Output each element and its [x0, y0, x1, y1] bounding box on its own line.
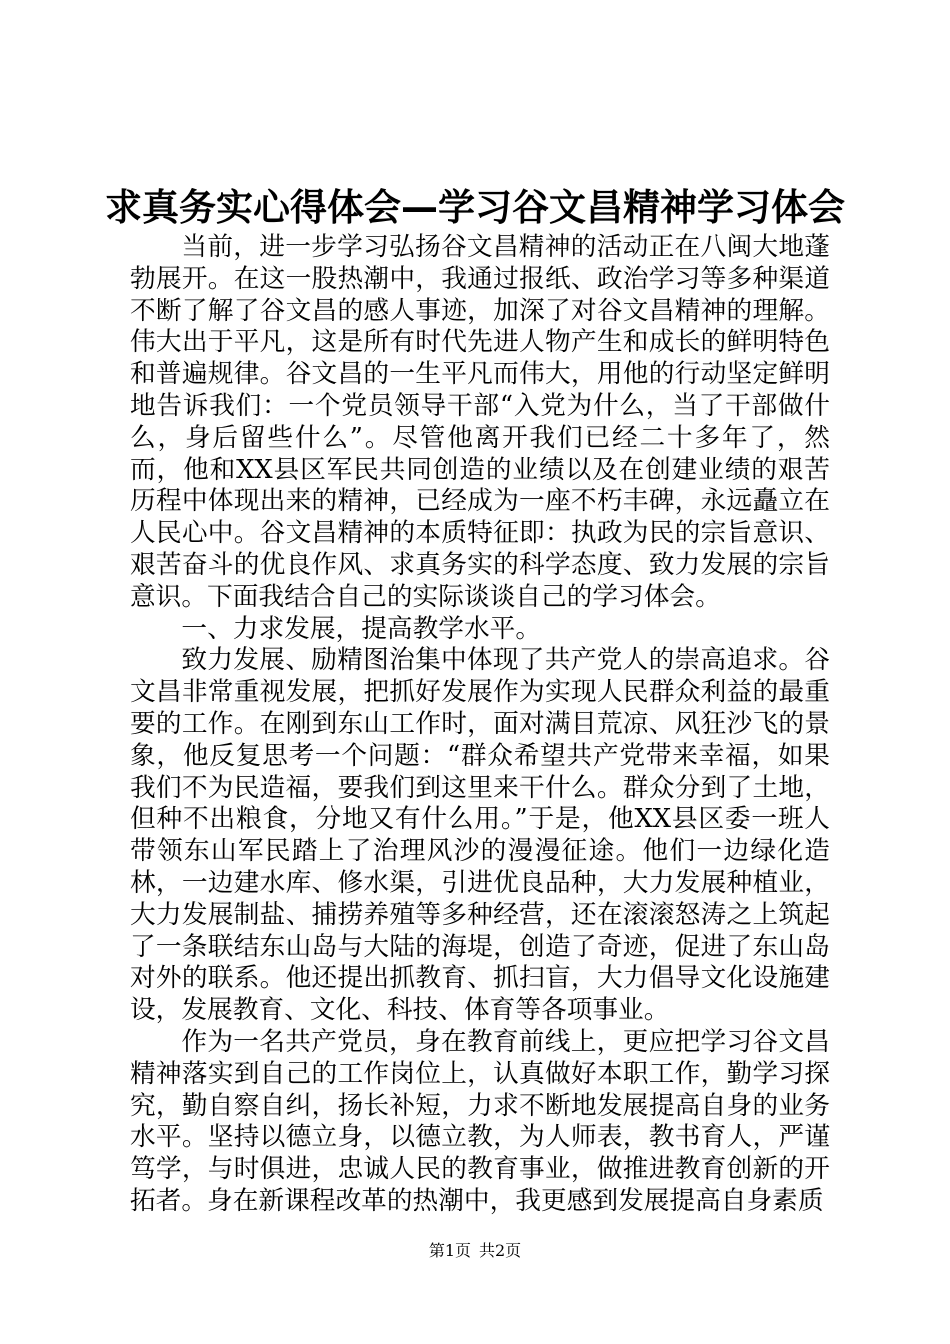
paragraph-development: 致力发展、励精图治集中体现了共产党人的崇高追求。谷文昌非常重视发展，把抓好发展作为实现人民群众利益的最重要的工作。在刚到东山工作时，面对满目荒凉、风狂沙飞的景象，他反复思考一个问题：“群众希望共产党带来幸福，如果我们不为民造福，要我们到这里来干什么。群众分到了土地，但种不出粮食，分地又有什么用。”于是，他XX县区委一班人带领东山军民踏上了治理风沙的漫漫征途。他们一边绿化造林，一边建水库、修水渠，引进优良品种，大力发展种植业，大力发展制盐、捕捞养殖等多种经营，还在滚滚怒涛之上筑起了一条联结东山岛与大陆的海堤，创造了奇迹，促进了东山岛对外的联系。他还提出抓教育、抓扫盲，大力倡导文化设施建设，发展教育、文化、科技、体育等各项事业。 [130, 645, 830, 1026]
page-footer [0, 1241, 950, 1261]
document-title: 求真务实心得体会—学习谷文昌精神学习体会 [105, 186, 845, 229]
page-number-total: 共2页 [479, 1241, 522, 1260]
page-number-current: 第1页 [428, 1241, 471, 1260]
section-heading-1: 一、力求发展，提高教学水平。 [181, 613, 542, 644]
document-body [130, 232, 830, 1218]
paragraph-teacher-practice: 作为一名共产党员，身在教育前线上，更应把学习谷文昌精神落实到自己的工作岗位上，认真做好本职工作，勤学习探究，勤自察自纠，扬长补短，力求不断地发展提高自身的业务水平。坚持以德立身，以德立教，为人师表，教书育人，严谨笃学，与时俱进，忠诚人民的教育事业，做推进教育创新的开拓者。身在新课程改革的热潮中，我更感到发展提高自身素质 [130, 1026, 830, 1216]
paragraph-intro: 当前，进一步学习弘扬谷文昌精神的活动正在八闽大地蓬勃展开。在这一股热潮中，我通过报纸、政治学习等多种渠道不断了解了谷文昌的感人事迹，加深了对谷文昌精神的理解。伟大出于平凡，这是所有时代先进人物产生和成长的鲜明特色和普遍规律。谷文昌的一生平凡而伟大，用他的行动坚定鲜明地告诉我们：一个党员领导干部“入党为什么，当了干部做什么，身后留些什么”。尽管他离开我们已经二十多年了，然而，他和XX县区军民共同创造的业绩以及在创建业绩的艰苦历程中体现出来的精神，已经成为一座不朽丰碑，永远矗立在人民心中。谷文昌精神的本质特征即：执政为民的宗旨意识、艰苦奋斗的优良作风、求真务实的科学态度、致力发展的宗旨意识。下面我结合自己的实际谈谈自己的学习体会。 [130, 232, 830, 612]
